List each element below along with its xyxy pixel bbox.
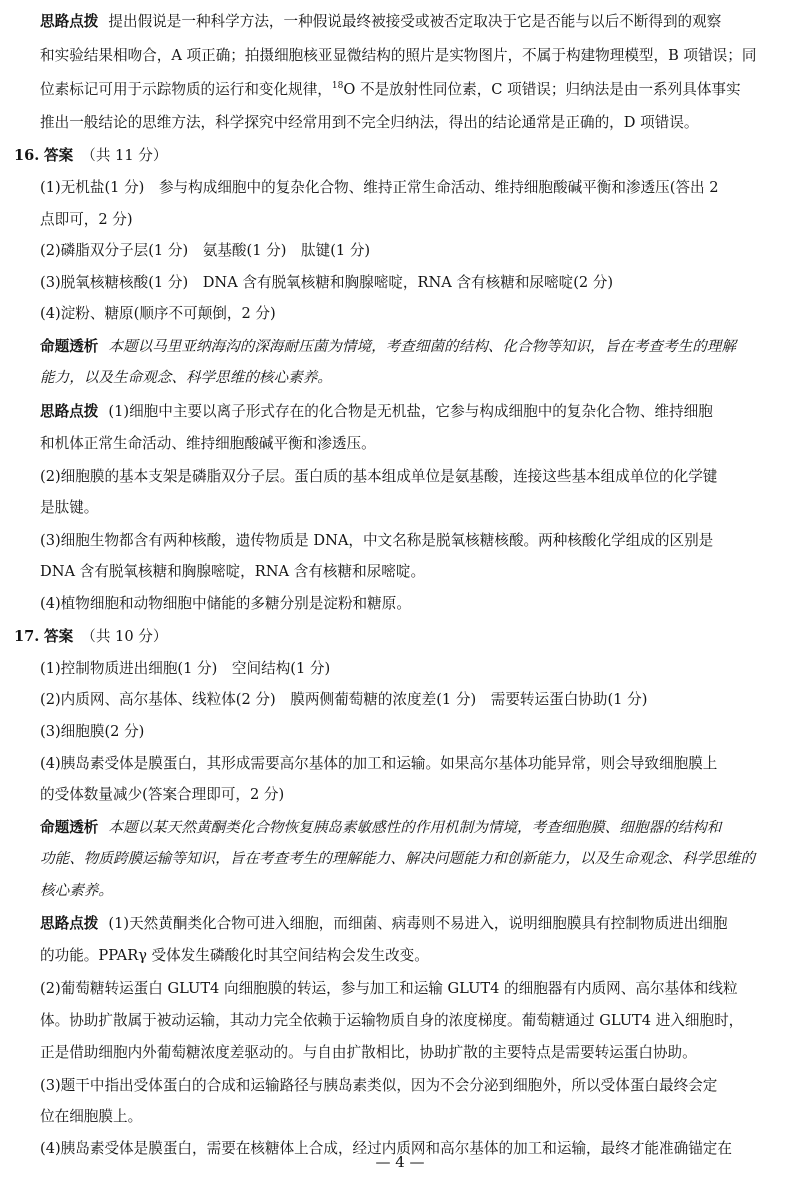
answer-label: 答案 [44, 147, 74, 164]
rationale-line: 功能、物质跨膜运输等知识，旨在考查考生的理解能力、解决问题能力和创新能力，以及生命观念、科学思维的 [40, 850, 756, 867]
analysis-line [40, 80, 741, 100]
analysis-line: 是肽键。 [40, 499, 99, 516]
rationale-label: 命题透析 [40, 338, 99, 355]
question-heading-16 [14, 146, 167, 166]
answer-line: (3)脱氧核糖核酸(1 分) DNA 含有脱氧核糖和胸腺嘧啶，RNA 含有核糖和尿嘧啶(2 分) [40, 274, 614, 291]
page-number: — 4 — [375, 1153, 425, 1171]
text-span: 位素标记可用于示踪物质的运行和变化规律， [40, 81, 332, 98]
rationale-line [40, 818, 721, 838]
answer-line: 的受体数量减少(答案合理即可，2 分) [40, 786, 285, 803]
answer-line: 点即可，2 分) [40, 211, 133, 228]
analysis-line: (2)葡萄糖转运蛋白 GLUT4 向细胞膜的转运，参与加工和运输 GLUT4 的细胞器有内质网、高尔基体和线粒 [40, 980, 738, 997]
analysis-line [40, 12, 721, 32]
score: （共 10 分） [81, 628, 168, 645]
answer-line: (1)无机盐(1 分) 参与构成细胞中的复杂化合物、维持正常生命活动、维持细胞酸碱平衡和渗透压(答出 2 [40, 179, 719, 196]
answer-line: (1)控制物质进出细胞(1 分) 空间结构(1 分) [40, 660, 331, 677]
analysis-line: 推出一般结论的思维方法，科学探究中经常用到不完全归纳法，得出的结论通常是正确的，D 项错误。 [40, 114, 699, 131]
answer-line: (4)胰岛素受体是膜蛋白，其形成需要高尔基体的加工和运输。如果高尔基体功能异常，则会导致细胞膜上 [40, 755, 718, 772]
rationale-text: 本题以马里亚纳海沟的深海耐压菌为情境，考查细菌的结构、化合物等知识，旨在考查考生的理解 [108, 338, 736, 355]
question-number: 16. [14, 147, 40, 164]
rationale-line: 能力，以及生命观念、科学思维的核心素养。 [40, 369, 332, 386]
answer-line: (2)内质网、高尔基体、线粒体(2 分) 膜两侧葡萄糖的浓度差(1 分) 需要转运蛋白协助(1 分) [40, 691, 648, 708]
rationale-line [40, 337, 736, 357]
analysis-label: 思路点拨 [40, 13, 99, 30]
analysis-text: (1)天然黄酮类化合物可进入细胞，而细菌、病毒则不易进入，说明细胞膜具有控制物质进出细胞 [108, 915, 728, 932]
analysis-line: 和机体正常生命活动、维持细胞酸碱平衡和渗透压。 [40, 435, 376, 452]
analysis-line: (3)题干中指出受体蛋白的合成和运输路径与胰岛素类似，因为不会分泌到细胞外，所以受体蛋白最终会定 [40, 1077, 718, 1094]
analysis-text: (1)细胞中主要以离子形式存在的化合物是无机盐，它参与构成细胞中的复杂化合物、维持细胞 [108, 403, 713, 420]
analysis-line: DNA 含有脱氧核糖和胸腺嘧啶，RNA 含有核糖和尿嘧啶。 [40, 563, 426, 580]
analysis-line: 正是借助细胞内外葡萄糖浓度差驱动的。与自由扩散相比，协助扩散的主要特点是需要转运蛋白协助。 [40, 1044, 697, 1061]
question-number: 17. [14, 628, 40, 645]
text-span: O 不是放射性同位素，C 项错误；归纳法是由一系列具体事实 [343, 81, 741, 98]
analysis-text: 提出假说是一种科学方法，一种假说最终被接受或被否定取决于它是否能与以后不断得到的观察 [108, 13, 722, 30]
analysis-line: 位在细胞膜上。 [40, 1108, 143, 1125]
answer-line: (2)磷脂双分子层(1 分) 氨基酸(1 分) 肽键(1 分) [40, 242, 371, 259]
answer-label: 答案 [44, 628, 74, 645]
rationale-text: 本题以某天然黄酮类化合物恢复胰岛素敏感性的作用机制为情境，考查细胞膜、细胞器的结构和 [108, 819, 722, 836]
analysis-line: (2)细胞膜的基本支架是磷脂双分子层。蛋白质的基本组成单位是氨基酸，连接这些基本组成单位的化学键 [40, 468, 718, 485]
analysis-line: (4)植物细胞和动物细胞中储能的多糖分别是淀粉和糖原。 [40, 595, 411, 612]
analysis-label: 思路点拨 [40, 915, 99, 932]
rationale-label: 命题透析 [40, 819, 99, 836]
analysis-line: 的功能。PPARγ 受体发生磷酸化时其空间结构会发生改变。 [40, 947, 429, 964]
analysis-line: 和实验结果相吻合，A 项正确；拍摄细胞核亚显微结构的照片是实物图片，不属于构建物理模型，B 项错误；同 [40, 47, 757, 64]
analysis-line: 体。协助扩散属于被动运输，其动力完全依赖于运输物质自身的浓度梯度。葡萄糖通过 GLUT4 进入细胞时， [40, 1012, 744, 1029]
question-heading-17 [14, 627, 167, 647]
answer-line: (3)细胞膜(2 分) [40, 723, 145, 740]
rationale-line: 核心素养。 [40, 882, 113, 899]
answer-line: (4)淀粉、糖原(顺序不可颠倒，2 分) [40, 305, 276, 322]
analysis-label: 思路点拨 [40, 403, 99, 420]
score: （共 11 分） [81, 147, 168, 164]
analysis-line: (4)胰岛素受体是膜蛋白，需要在核糖体上合成，经过内质网和高尔基体的加工和运输，最终才能准确锚定在 [40, 1140, 732, 1157]
analysis-line [40, 402, 713, 422]
analysis-line: (3)细胞生物都含有两种核酸，遗传物质是 DNA，中文名称是脱氧核糖核酸。两种核酸化学组成的区别是 [40, 532, 714, 549]
superscript: 18 [331, 81, 344, 92]
analysis-line [40, 914, 727, 934]
